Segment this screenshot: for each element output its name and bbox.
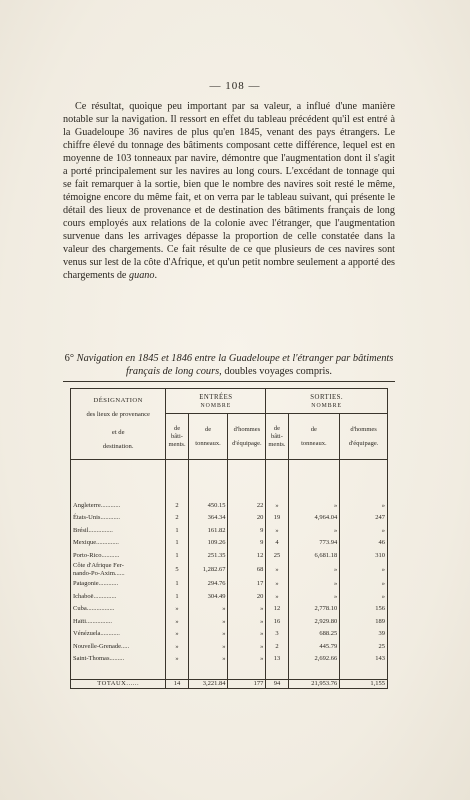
row-entrees-batiments: » <box>166 616 188 629</box>
sorties-equipage-header <box>340 414 388 460</box>
row-sorties-batiments: 12 <box>266 603 288 616</box>
caption-number: 6° <box>64 353 75 364</box>
row-entrees-equipage: 17 <box>228 578 266 591</box>
sorties-header: SORTIES. <box>266 389 388 403</box>
row-place-name: Angleterre............ <box>73 501 121 509</box>
row-entrees-equipage: 22 <box>228 500 266 513</box>
row-place-name: Ichaboë.............. <box>73 592 117 600</box>
row-sorties-equipage: » <box>340 525 388 538</box>
row-sorties-tonneaux: 6,681.18 <box>288 550 340 563</box>
row-sorties-equipage: 143 <box>340 653 388 666</box>
row-sorties-tonneaux: » <box>288 500 340 513</box>
row-entrees-batiments: 1 <box>166 550 188 563</box>
sorties-equipage-l1: d'hommes <box>350 425 377 433</box>
table-row <box>71 537 388 550</box>
row-entrees-tonneaux: 294.76 <box>188 578 228 591</box>
row-place-name-line1: Côte d'Afrique Fer- <box>73 562 124 569</box>
table-row <box>71 578 388 591</box>
row-entrees-tonneaux: 161.82 <box>188 525 228 538</box>
row-sorties-equipage: » <box>340 578 388 591</box>
entrees-nombre: NOMBRE <box>166 402 266 414</box>
row-entrees-batiments: 1 <box>166 578 188 591</box>
row-place-name: Patagonie............ <box>73 580 119 588</box>
table-spacer-row-bottom <box>71 666 388 680</box>
row-entrees-batiments: » <box>166 641 188 654</box>
entrees-batiments-l1: de <box>173 424 181 432</box>
row-sorties-batiments: 13 <box>266 653 288 666</box>
table-header-row-1 <box>71 389 388 403</box>
table-spacer-row <box>71 460 388 500</box>
row-entrees-equipage: 20 <box>228 591 266 604</box>
row-sorties-tonneaux: 773.94 <box>288 537 340 550</box>
table-row <box>71 641 388 654</box>
row-entrees-tonneaux: 450.15 <box>188 500 228 513</box>
sorties-batiments-header <box>266 414 288 460</box>
row-place-name-line2: nando-Po-Axim...... <box>73 570 125 577</box>
row-sorties-tonneaux: 4,964.04 <box>288 512 340 525</box>
row-sorties-equipage: 39 <box>340 628 388 641</box>
caption-italic: Navigation en 1845 et 1846 entre la Guadeloupe et l'étranger par bâtiments français de long cours, <box>76 353 394 378</box>
row-sorties-equipage: 156 <box>340 603 388 616</box>
row-sorties-batiments: » <box>266 525 288 538</box>
entrees-tonneaux-l1: de <box>204 425 212 433</box>
row-place-name: Nouvelle-Grenade..... <box>73 642 130 650</box>
designation-line4: destination. <box>102 443 134 450</box>
table-body <box>71 500 388 666</box>
table-row <box>71 512 388 525</box>
row-entrees-equipage: 68 <box>228 562 266 578</box>
entrees-batiments-l3: ments. <box>168 440 186 448</box>
row-entrees-batiments: » <box>166 628 188 641</box>
entrees-header: ENTRÉES <box>166 389 266 403</box>
body-paragraph <box>63 100 395 282</box>
entrees-batiments-header <box>166 414 188 460</box>
designation-line3: et de <box>111 429 125 436</box>
total-sorties-tonneaux: 21,953.76 <box>288 680 340 689</box>
row-sorties-equipage: 247 <box>340 512 388 525</box>
row-entrees-tonneaux: » <box>188 603 228 616</box>
row-entrees-equipage: » <box>228 603 266 616</box>
entrees-equipage-header <box>228 414 266 460</box>
row-place-name: Porto-Rico........... <box>73 551 120 559</box>
table-row <box>71 550 388 563</box>
navigation-table <box>70 388 388 689</box>
row-entrees-batiments: 2 <box>166 512 188 525</box>
row-entrees-batiments: » <box>166 653 188 666</box>
row-sorties-batiments: 19 <box>266 512 288 525</box>
total-entrees-batiments: 14 <box>166 680 188 689</box>
table-total-row <box>71 680 388 689</box>
row-sorties-batiments: » <box>266 562 288 578</box>
row-sorties-batiments: 16 <box>266 616 288 629</box>
entrees-batiments-l2: bâti- <box>171 432 183 440</box>
row-place-name: Brésil............... <box>73 526 113 534</box>
row-place-name: Vénézuela............ <box>73 630 120 638</box>
row-sorties-tonneaux: » <box>288 562 340 578</box>
row-entrees-batiments: 5 <box>166 562 188 578</box>
row-entrees-tonneaux: » <box>188 628 228 641</box>
row-sorties-batiments: 2 <box>266 641 288 654</box>
row-entrees-equipage: » <box>228 616 266 629</box>
sorties-batiments-l1: de <box>273 424 281 432</box>
row-place-name: Mexique.............. <box>73 539 119 547</box>
sorties-nombre: NOMBRE <box>266 402 388 414</box>
row-sorties-equipage: 189 <box>340 616 388 629</box>
entrees-equipage-l2: d'équipage. <box>232 439 262 447</box>
row-sorties-tonneaux: 2,929.80 <box>288 616 340 629</box>
row-entrees-tonneaux: » <box>188 641 228 654</box>
row-sorties-batiments: 3 <box>266 628 288 641</box>
paragraph-text: Ce résultat, quoique peu important par sa valeur, a influé d'une manière notable sur la navigation. Il ressort en effet du tableau précédent qu'il est entré à la Guadeloupe 36 navires de plus qu'en 1845, venant des pays étrangers. Le chiffre élevé du tonnage des bâtiments composant cette différence, lequel est en moyenne de 103 tonneaux par navire, démontre que l'augmentation dont il s'agit a porté principalement sur les navires au long cours. L'excédant de tonnage qui se fait remarquer à la sortie, bien que le nombre des navires soit resté le même, témoigne encore du même fait, et on verra par le tableau suivant, qui présente le détail des lieux de provenance et de destination des bâtiments français de long cours employés aux relations de la colonie avec l'étranger, que l'augmentation survenue dans les arrivages dépasse la proportion de celle constatée dans la valeur des chargements. Ce fait résulte de ce que plusieurs de ces navires sont venus sur lest de la côte d'Afrique, et qu'un petit nombre seulement a apporté des chargements de <box>63 101 395 281</box>
row-place-name <box>71 562 166 578</box>
row-sorties-equipage: 310 <box>340 550 388 563</box>
total-sorties-batiments: 94 <box>266 680 288 689</box>
row-sorties-equipage: » <box>340 562 388 578</box>
row-sorties-batiments: » <box>266 578 288 591</box>
caption-plain: doubles voyages compris. <box>221 366 333 378</box>
total-label: TOTAUX...... <box>71 680 166 689</box>
row-place-name: Haïti................ <box>73 617 112 625</box>
table-row <box>71 653 388 666</box>
row-sorties-tonneaux: » <box>288 591 340 604</box>
entrees-tonneaux-l2: tonneaux. <box>195 439 221 447</box>
row-entrees-tonneaux: » <box>188 616 228 629</box>
paragraph-end: . <box>154 270 158 281</box>
designation-title: DÉSIGNATION <box>93 397 143 404</box>
row-entrees-batiments: 1 <box>166 591 188 604</box>
row-sorties-equipage: 25 <box>340 641 388 654</box>
row-entrees-batiments: 1 <box>166 525 188 538</box>
table-caption <box>63 352 395 379</box>
row-entrees-equipage: 12 <box>228 550 266 563</box>
entrees-equipage-l1: d'hommes <box>233 425 261 433</box>
table-row <box>71 628 388 641</box>
table-row <box>71 603 388 616</box>
row-place-name: Cuba................. <box>73 605 115 613</box>
designation-line2: des lieux de provenance <box>86 411 150 418</box>
row-entrees-tonneaux: 364.34 <box>188 512 228 525</box>
page-number: — 108 — <box>209 80 261 92</box>
row-place-name: Saint-Thomas......... <box>73 655 125 663</box>
row-sorties-tonneaux: » <box>288 578 340 591</box>
row-entrees-tonneaux: 251.35 <box>188 550 228 563</box>
total-entrees-equipage: 177 <box>228 680 266 689</box>
designation-header <box>71 389 166 460</box>
sorties-equipage-l2: d'équipage. <box>348 439 379 447</box>
row-sorties-batiments: » <box>266 591 288 604</box>
row-entrees-tonneaux: 304.49 <box>188 591 228 604</box>
table-row <box>71 562 388 578</box>
sorties-tonneaux-l1: de <box>310 425 317 433</box>
row-sorties-equipage: » <box>340 500 388 513</box>
total-sorties-equipage: 1,155 <box>340 680 388 689</box>
row-entrees-tonneaux: 109.26 <box>188 537 228 550</box>
sorties-batiments-l2: bâti- <box>270 432 283 440</box>
row-entrees-equipage: » <box>228 641 266 654</box>
table-row <box>71 591 388 604</box>
row-entrees-equipage: 9 <box>228 525 266 538</box>
row-sorties-tonneaux: » <box>288 525 340 538</box>
row-sorties-equipage: 46 <box>340 537 388 550</box>
row-entrees-batiments: » <box>166 603 188 616</box>
top-rule <box>63 381 395 382</box>
row-sorties-tonneaux: 2,692.66 <box>288 653 340 666</box>
row-sorties-batiments: » <box>266 500 288 513</box>
row-sorties-batiments: 4 <box>266 537 288 550</box>
row-entrees-equipage: » <box>228 628 266 641</box>
row-entrees-batiments: 1 <box>166 537 188 550</box>
sorties-tonneaux-header <box>288 414 340 460</box>
row-sorties-tonneaux: 688.25 <box>288 628 340 641</box>
sorties-tonneaux-l2: tonneaux. <box>301 439 327 447</box>
row-entrees-equipage: 20 <box>228 512 266 525</box>
row-sorties-batiments: 25 <box>266 550 288 563</box>
row-entrees-tonneaux: 1,282.67 <box>188 562 228 578</box>
row-entrees-tonneaux: » <box>188 653 228 666</box>
row-entrees-batiments: 2 <box>166 500 188 513</box>
table-row <box>71 500 388 513</box>
row-entrees-equipage: » <box>228 653 266 666</box>
row-entrees-equipage: 9 <box>228 537 266 550</box>
sorties-batiments-l3: ments. <box>268 440 286 448</box>
row-sorties-tonneaux: 2,778.10 <box>288 603 340 616</box>
row-place-name: États-Unis............ <box>73 514 120 522</box>
row-sorties-equipage: » <box>340 591 388 604</box>
table-row <box>71 616 388 629</box>
paragraph-italic-word: guano <box>129 270 155 281</box>
total-entrees-tonneaux: 3,221.84 <box>188 680 228 689</box>
table-row <box>71 525 388 538</box>
entrees-tonneaux-header <box>188 414 228 460</box>
row-sorties-tonneaux: 445.79 <box>288 641 340 654</box>
